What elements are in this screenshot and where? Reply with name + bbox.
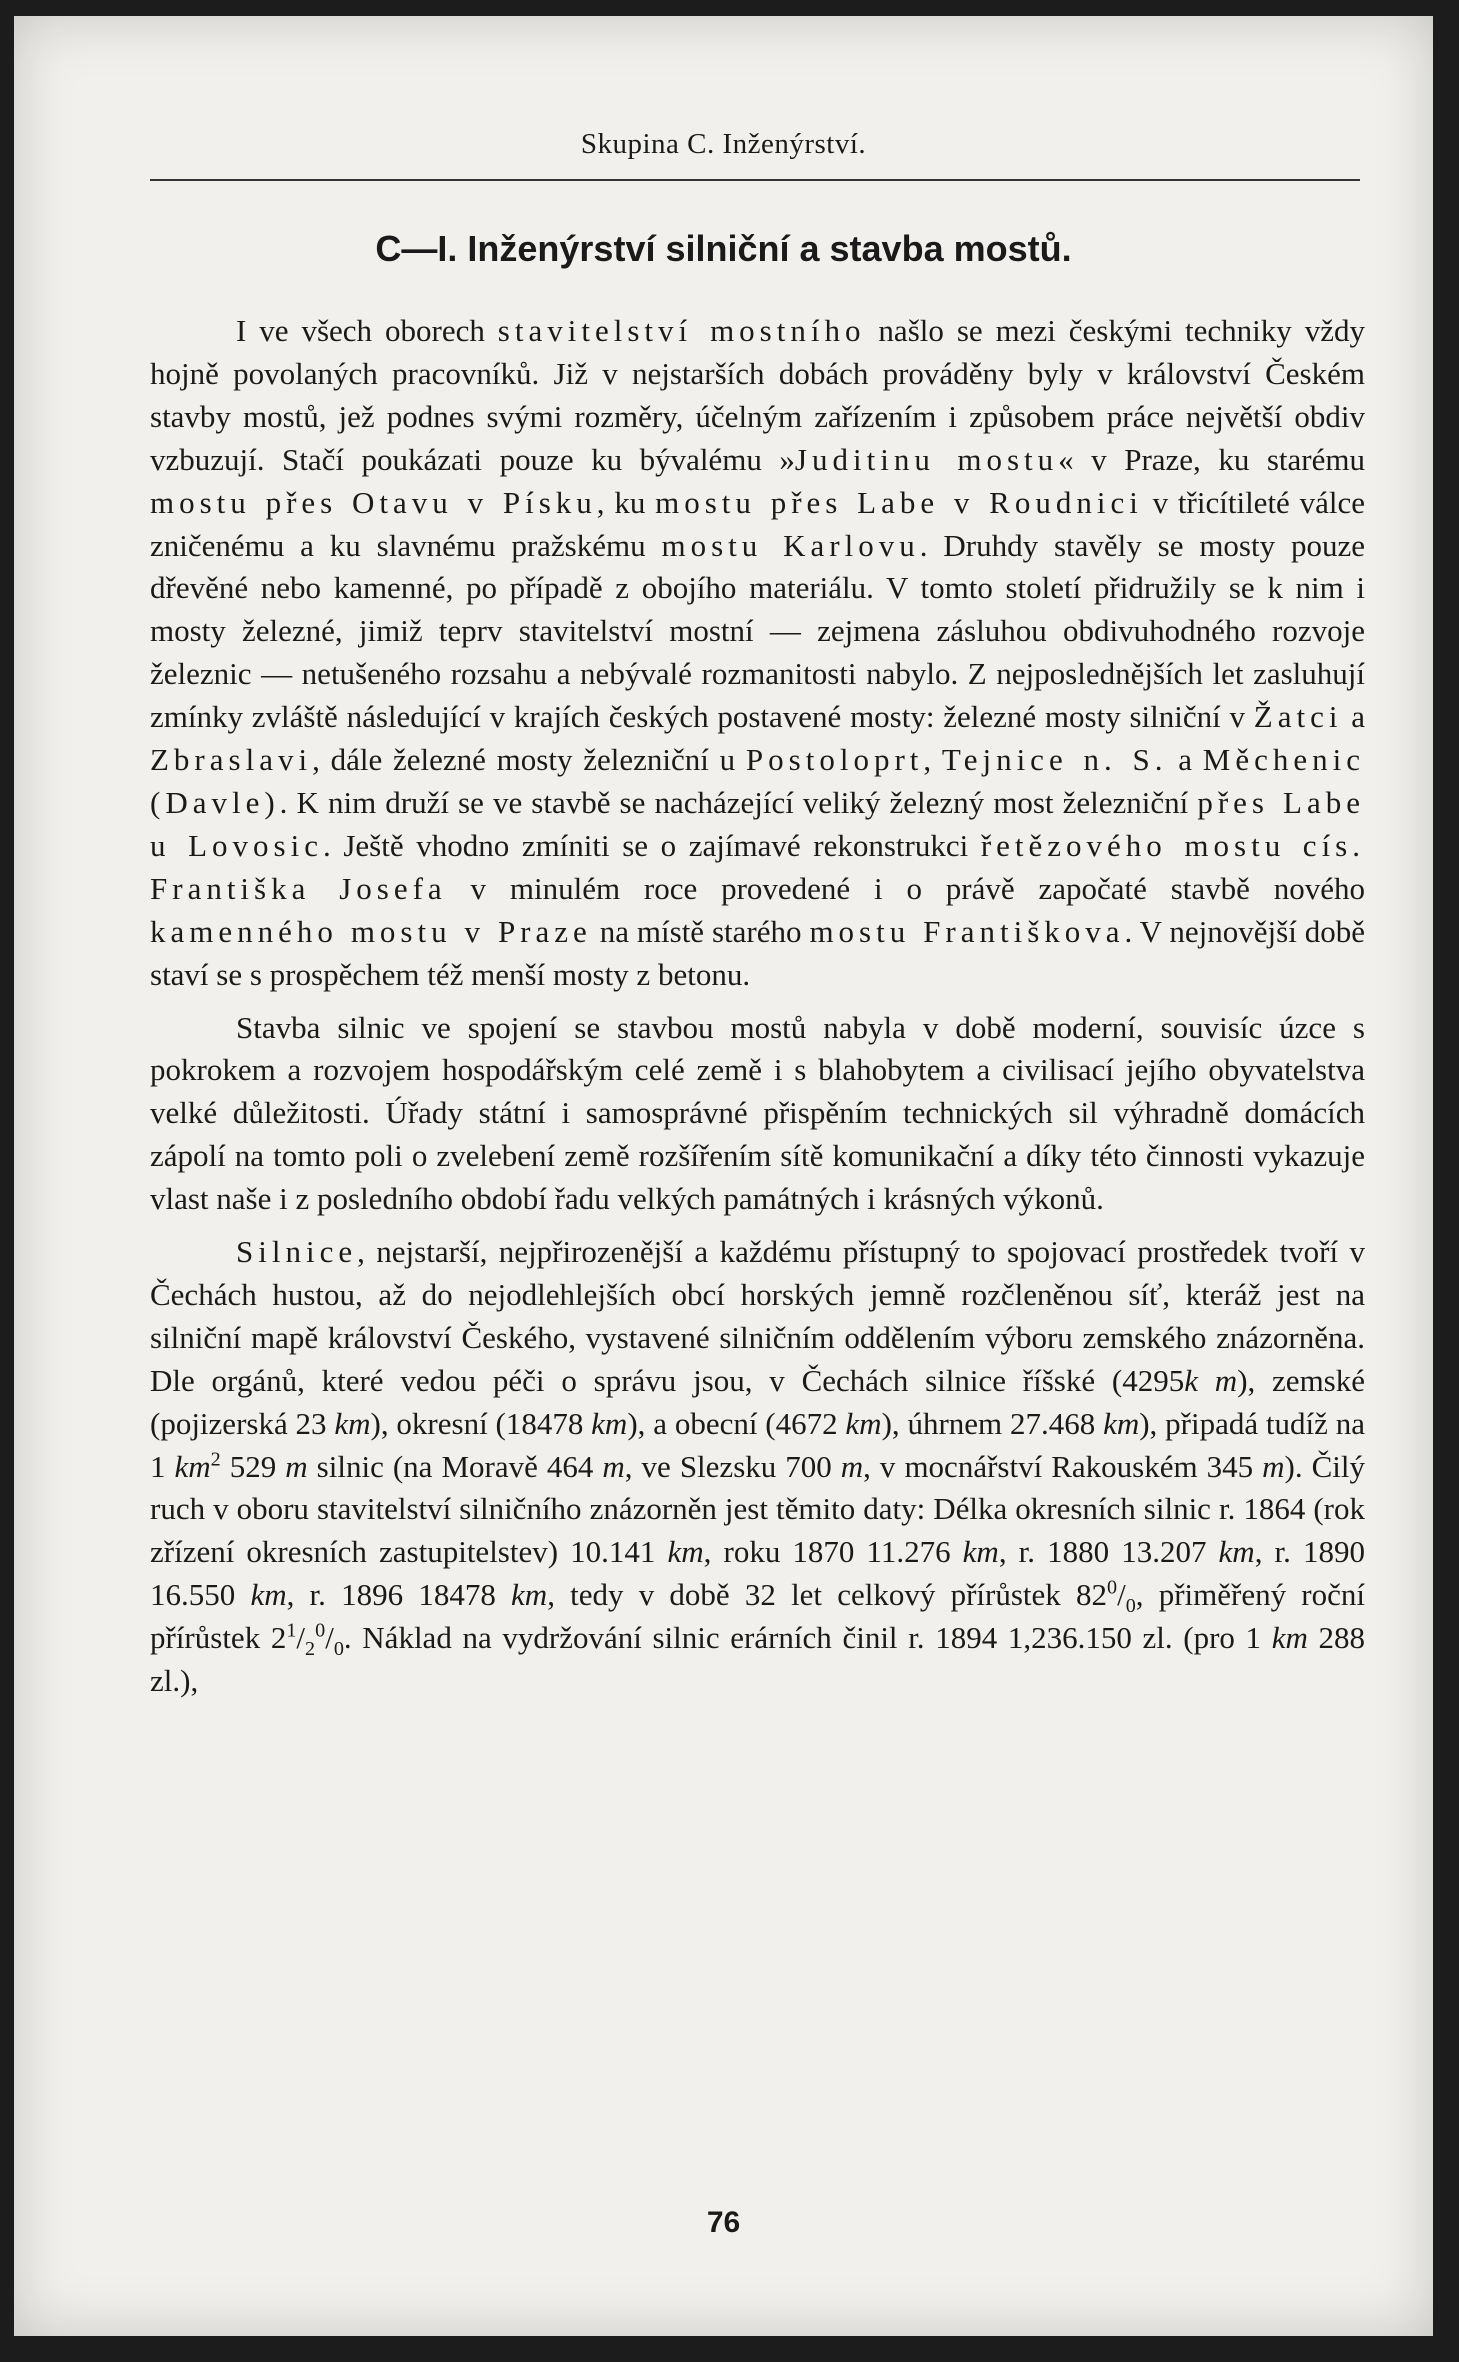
text-run: m xyxy=(1262,1448,1285,1484)
spaced-text: řetězového mostu cís. Františka Josefa xyxy=(150,827,1365,906)
text-run: . K nim druží se ve stavbě se nacházející veliký železný most železniční xyxy=(279,784,1198,820)
text-run: 0 xyxy=(1125,1595,1136,1618)
text-run: našlo se mezi českými techniky vždy hojně povolaných pracovníků. Již v nejstarších dobách prováděny byly v království Českém stavby mostů, jež podnes svými rozměry, účelným zařízením i způsobem práce největší obdiv vzbuzují. Stačí poukázati pouze ku bývalému » xyxy=(150,313,1365,477)
spaced-text: Juditinu mostu xyxy=(794,441,1059,477)
paragraph xyxy=(150,310,1365,997)
spaced-text: Zbraslavi xyxy=(150,742,313,778)
text-run: km xyxy=(845,1405,882,1441)
spaced-text: Tejnice n. S. xyxy=(941,742,1168,778)
text-run: km xyxy=(174,1448,211,1484)
text-run: a xyxy=(1167,742,1203,778)
paragraph xyxy=(150,1231,1365,1703)
paragraph xyxy=(150,1007,1365,1222)
header-rule xyxy=(150,179,1360,181)
text-run: . Druhdy stavěly se mosty pouze dřevěné nebo kamenné, po případě z obojího materiálu. V tomto století přidružily se k nim i mosty železné, jimiž teprv stavitelství mostní — zejmena zásluhou obdivuhodného rozvoje železnic — netušeného rozsahu a nebývalé rozmanitosti nabylo. Z nejposlednějších let zasluhují zmínky zvláště následující v krajích českých postavené mosty: železné mosty silniční v xyxy=(150,527,1366,735)
text-run: v třicítileté válce zničenému a ku slavnému pražskému xyxy=(150,484,1365,563)
text-run: . V nejnovější době staví se s prospěchem též menší mosty z betonu. xyxy=(150,913,1365,992)
text-run: ). Čilý ruch v oboru stavitelství silničního znázorněn jest těmito daty: Délka okresních silnic r. 1864 (rok zřízení okresních zastupitelstev) 10.141 xyxy=(150,1448,1365,1570)
text-run: Stavba silnic ve spojení se stavbou mostů nabyla v době moderní, souvisíc úzce s pokrokem a rozvojem hospodářským celé země i s blahobytem a civilisací jejího obyvatelstva velké důležitosti. Úřady státní i samosprávné přispěním technických sil výhradně domácích zápolí na tomto poli o zvelebení země rozšířením sítě komunikační a díky této činnosti vykazuje vlast naše i z posledního období řadu velkých památných i krásných výkonů. xyxy=(150,1009,1365,1217)
text-run: km xyxy=(511,1577,548,1613)
text-run: « v Praze, ku starému xyxy=(1058,441,1365,477)
text-run: , r. 1890 16.550 xyxy=(150,1534,1365,1613)
text-run: , r. 1880 13.207 xyxy=(998,1534,1219,1570)
text-run: / xyxy=(325,1620,334,1656)
text-run: m xyxy=(602,1448,625,1484)
spaced-text: mostu přes Labe v Roudnici xyxy=(655,484,1143,520)
text-run: km xyxy=(1218,1534,1255,1570)
spaced-text: přes Labe u Lovosic xyxy=(150,784,1365,863)
spaced-text: stavitelství mostního xyxy=(497,313,866,348)
text-run: k m xyxy=(1184,1362,1238,1398)
text-run: km xyxy=(667,1534,704,1570)
body-text xyxy=(150,310,1365,1703)
spaced-text: mostu Karlovu xyxy=(661,527,920,563)
section-title: C—I. Inženýrství silniční a stavba mostů. xyxy=(375,228,1072,269)
text-run: km xyxy=(962,1534,999,1570)
text-run: na místě starého xyxy=(591,913,810,949)
text-run: km xyxy=(250,1577,287,1613)
text-run: , r. 1896 18478 xyxy=(286,1577,512,1613)
text-run: km xyxy=(1271,1620,1308,1656)
text-run: km xyxy=(591,1405,628,1441)
text-run: 288 zl.), xyxy=(150,1620,1365,1699)
text-run: , v mocnářství Rakouském 345 xyxy=(863,1448,1263,1484)
spaced-text: Měchenic (Davle) xyxy=(150,742,1366,820)
text-run: 0 xyxy=(315,1619,326,1642)
text-run: , ku xyxy=(596,484,656,520)
text-run: ), zemské (pojizerská 23 xyxy=(150,1362,1366,1441)
text-run: m xyxy=(285,1448,308,1484)
text-run: v minulém roce provedené i o právě započaté stavbě nového xyxy=(446,870,1365,906)
text-run: silnic (na Moravě 464 xyxy=(307,1448,603,1484)
text-run: , roku 1870 11.276 xyxy=(703,1534,963,1570)
text-run: / xyxy=(296,1620,306,1656)
text-run: , xyxy=(923,742,942,778)
spaced-text: mostu Františkova xyxy=(809,913,1125,949)
text-run: 1 xyxy=(286,1619,297,1642)
text-run: 2 xyxy=(305,1638,316,1661)
text-run: ), a obecní (4672 xyxy=(627,1405,846,1441)
spaced-text: Postoloprt xyxy=(745,742,924,778)
text-run: , ve Slezsku 700 xyxy=(624,1448,841,1484)
text-run: 0 xyxy=(1106,1576,1118,1599)
text-run: ), připadá tudíž na 1 xyxy=(150,1405,1365,1484)
text-run: , nejstarší, nejpřirozenější a každému přístupný to spojovací prostředek tvoří v Čechách hustou, až do nejodlehlejších obcí horských jemně rozčleněnou síť, kteráž jest na silniční mapě království Českého, vystavené silničním oddělením výboru zemského znázorněna. Dle orgánů, které vedou péči o správu jsou, v Čechách silnice říšské (4295 xyxy=(150,1234,1365,1398)
spaced-text: kamenného mostu v Praze xyxy=(150,913,592,949)
text-run: , tedy v době 32 let celkový přírůstek 82 xyxy=(547,1577,1107,1613)
spaced-text: Žatci xyxy=(1253,699,1343,735)
text-run: ), úhrnem 27.468 xyxy=(881,1405,1104,1441)
text-run: m xyxy=(840,1448,864,1484)
text-run: . Náklad na vydržování silnic erárních činil r. 1894 1,236.150 zl. (pro 1 xyxy=(343,1620,1272,1656)
text-run: . Ještě vhodno zmíniti se o zajímavé rekonstrukci xyxy=(322,827,981,863)
text-run: a xyxy=(1342,699,1365,735)
text-run: km xyxy=(334,1405,371,1441)
text-run: 529 xyxy=(220,1448,286,1484)
page-number: 76 xyxy=(706,2206,741,2239)
text-run: / xyxy=(1117,1577,1126,1613)
text-run: , dále železné mosty železniční u xyxy=(312,742,746,778)
text-run: 0 xyxy=(333,1638,344,1661)
text-run: ), okresní (18478 xyxy=(370,1405,592,1441)
running-header: Skupina C. Inženýrství. xyxy=(580,128,867,160)
spaced-text: Silnice xyxy=(236,1234,358,1270)
spaced-text: mostu přes Otavu v Písku xyxy=(150,484,597,520)
scanned-page xyxy=(14,16,1433,2336)
text-run: , přiměřený roční přírůstek 2 xyxy=(150,1577,1365,1656)
text-run: 2 xyxy=(210,1448,221,1471)
text-run: km xyxy=(1103,1405,1140,1441)
text-run: I ve všech oborech xyxy=(236,313,498,348)
